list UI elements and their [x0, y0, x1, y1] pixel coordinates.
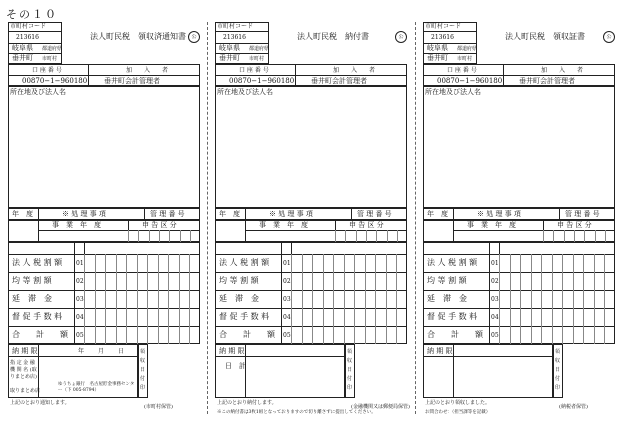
row-label-total: 合 計 額	[219, 330, 275, 339]
address-label: 所在地及び法人名	[10, 88, 66, 96]
city-code-value: 213616	[431, 34, 454, 41]
prefecture: 岐阜県	[427, 44, 448, 52]
form-title: 法人町民税 領収済通知書	[90, 32, 186, 41]
footer-left: 上記のとおり通知します。	[10, 400, 70, 406]
perforation-line	[207, 22, 208, 414]
bank-name: ゆうちょ銀行 名古屋貯金事務センター（下 005-8794）	[58, 382, 135, 393]
receipt-marks: 領収日付印	[555, 349, 561, 391]
mgmt-no-label: 管 理 番 号	[150, 210, 185, 218]
footer-left: 上記のとおり領収しました。	[425, 400, 491, 406]
receipt-marks: 領収日付印	[140, 349, 146, 391]
row-label-reminder-fee: 督 促 手 数 料	[219, 312, 270, 321]
row-label-late-fee: 延 滞 金	[12, 294, 52, 303]
year-label: 年 度	[219, 210, 240, 218]
row-label-corporate-tax: 法 人 税 割 額	[219, 258, 270, 267]
row-label-total: 合 計 額	[427, 330, 483, 339]
seal-mark: 公	[188, 31, 200, 43]
footer-left: 上記のとおり納付します。	[217, 400, 277, 406]
municipality: 垂井町	[219, 54, 240, 62]
account-number: 00870−1−960180	[437, 77, 503, 85]
mgmt-no-label: 管 理 番 号	[565, 210, 600, 218]
row-label-corporate-tax: 法 人 税 割 額	[12, 258, 63, 267]
municipality: 垂井町	[427, 54, 448, 62]
row-code: 02	[283, 278, 291, 285]
footer-right: (市町村保管)	[144, 404, 173, 410]
row-label-reminder-fee: 督 促 手 数 料	[12, 312, 63, 321]
seal-mark: 公	[395, 31, 407, 43]
seal-mark: 公	[603, 31, 615, 43]
declaration-label: 申 告 区 分	[557, 221, 592, 229]
payee: 垂井町会計管理者	[519, 77, 575, 85]
due-label: 納 期 限	[219, 347, 245, 355]
prefecture: 岐阜県	[219, 44, 240, 52]
due-label: 納 期 限	[427, 347, 453, 355]
municipality: 垂井町	[12, 54, 33, 62]
city-code-value: 213616	[16, 34, 39, 41]
address-label: 所在地及び法人名	[425, 88, 481, 96]
account-label: 口 座 番 号	[239, 67, 269, 74]
year-label: 年 度	[12, 210, 33, 218]
row-label-per-capita: 均 等 割 額	[427, 276, 467, 285]
form-title: 法人町民税 納付書	[297, 32, 369, 41]
footer-note: ※この納付書は3枚1組となっておりますので切り離さずに提出してください。	[217, 410, 376, 415]
business-year-label: 事 業 年 度	[467, 221, 516, 229]
row-code: 01	[76, 260, 84, 267]
due-label: 納 期 限	[12, 347, 38, 355]
footer-note: お問合わせ：（担当課等を記載）	[425, 410, 491, 415]
address-box	[215, 86, 407, 208]
prefecture-sub: 都道府県	[457, 46, 478, 52]
row-code: 03	[283, 296, 291, 303]
processing-label: ※ 処 理 事 項	[62, 210, 106, 218]
form-title: 法人町民税 領収証書	[505, 32, 585, 41]
processing-label: ※ 処 理 事 項	[477, 210, 521, 218]
row-code: 05	[76, 332, 84, 339]
row-code: 02	[491, 278, 499, 285]
account-number: 00870−1−960180	[229, 77, 295, 85]
city-code-label: 市町村コード	[217, 23, 254, 30]
row-label-reminder-fee: 督 促 手 数 料	[427, 312, 478, 321]
row-code: 01	[491, 260, 499, 267]
due-unit: 月	[98, 348, 105, 355]
payee: 垂井町会計管理者	[311, 77, 367, 85]
row-code: 02	[76, 278, 84, 285]
year-label: 年 度	[427, 210, 448, 218]
designated-bank-label: 指 定 金 融 機 関 名 (取りまとめ店)	[10, 360, 37, 380]
city-code-value: 213616	[223, 34, 246, 41]
city-code-label: 市町村コード	[425, 23, 462, 30]
account-label: 口 座 番 号	[447, 67, 477, 74]
row-code: 03	[491, 296, 499, 303]
subscriber-label: 加 入 者	[541, 67, 584, 74]
row-label-late-fee: 延 滞 金	[427, 294, 467, 303]
account-label: 口 座 番 号	[32, 67, 62, 74]
declaration-label: 申 告 区 分	[349, 221, 384, 229]
prefecture-sub: 都道府県	[42, 46, 63, 52]
receipt-marks: 領収日付印	[347, 349, 353, 391]
address-box	[8, 86, 200, 208]
row-code: 01	[283, 260, 291, 267]
row-code: 03	[76, 296, 84, 303]
row-label-per-capita: 均 等 割 額	[12, 276, 52, 285]
processing-label: ※ 処 理 事 項	[269, 210, 313, 218]
daily-total-label: 日 計	[225, 362, 246, 370]
mgmt-no-label: 管 理 番 号	[357, 210, 392, 218]
row-code: 05	[283, 332, 291, 339]
municipality-sub: 市町村	[249, 56, 265, 62]
row-label-corporate-tax: 法 人 税 割 額	[427, 258, 478, 267]
declaration-label: 申 告 区 分	[142, 221, 177, 229]
row-code: 04	[283, 314, 291, 321]
subscriber-label: 加 入 者	[333, 67, 376, 74]
municipality-sub: 市町村	[42, 56, 58, 62]
footer-right: (納税者保管)	[559, 404, 588, 410]
business-year-label: 事 業 年 度	[259, 221, 308, 229]
account-number: 00870−1−960180	[22, 77, 88, 85]
form-panel-3	[423, 22, 615, 414]
footer-right: (金融機関又は郵便局保管)	[351, 404, 410, 410]
row-code: 04	[491, 314, 499, 321]
collector-label: 取りまとめ店	[10, 388, 41, 394]
payee: 垂井町会計管理者	[104, 77, 160, 85]
due-unit: 年	[78, 348, 85, 355]
municipality-sub: 市町村	[457, 56, 473, 62]
address-box	[423, 86, 615, 208]
subscriber-label: 加 入 者	[126, 67, 169, 74]
address-label: 所在地及び法人名	[217, 88, 273, 96]
row-code: 05	[491, 332, 499, 339]
form-panel-1	[8, 22, 200, 414]
due-unit: 日	[118, 348, 125, 355]
perforation-line	[415, 22, 416, 414]
prefecture: 岐阜県	[12, 44, 33, 52]
row-label-per-capita: 均 等 割 額	[219, 276, 259, 285]
business-year-label: 事 業 年 度	[52, 221, 101, 229]
page-label: その１０	[6, 8, 58, 21]
form-panel-2	[215, 22, 410, 415]
row-code: 04	[76, 314, 84, 321]
prefecture-sub: 都道府県	[249, 46, 270, 52]
city-code-label: 市町村コード	[10, 23, 47, 30]
row-label-late-fee: 延 滞 金	[219, 294, 259, 303]
row-label-total: 合 計 額	[12, 330, 68, 339]
